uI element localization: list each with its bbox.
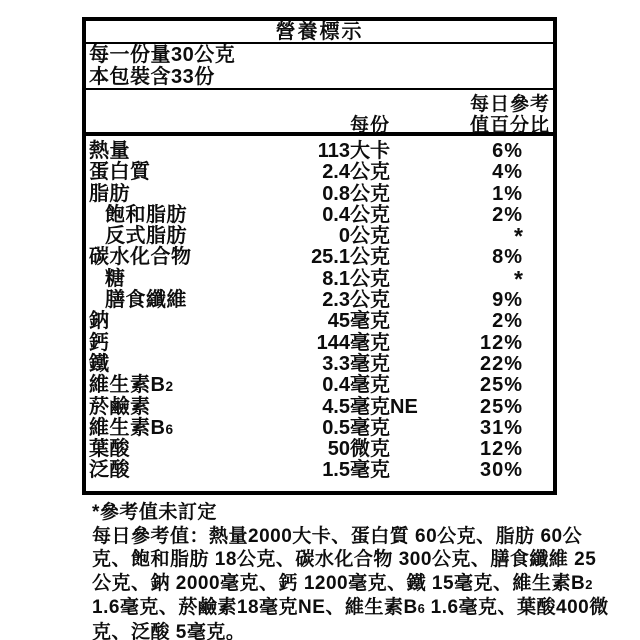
nutrient-name: 泛酸: [89, 459, 130, 482]
column-header-spacer: [86, 90, 270, 136]
subscript-digit: 6: [417, 601, 425, 616]
nutrient-amount: 25.1公克: [311, 246, 390, 269]
table-title: 營養標示: [86, 21, 553, 44]
nutrient-name: 熱量: [89, 140, 130, 162]
table-row: [86, 418, 553, 439]
nutrient-name: 反式脂肪: [105, 225, 187, 248]
daily-value-header-line2: 值百分比: [469, 115, 550, 136]
table-row: [86, 397, 553, 418]
daily-value-header-line1: 每日參考: [469, 94, 550, 115]
table-row: [86, 141, 553, 162]
serving-info-section: [86, 44, 553, 90]
table-row: [86, 375, 553, 396]
table-row: [86, 333, 553, 354]
subscript-digit: 6: [165, 421, 174, 437]
nutrition-facts-table: [82, 17, 557, 495]
subscript-digit: 2: [585, 576, 593, 592]
footnote-line: 克、泛酸 5毫克。: [92, 621, 246, 640]
nutrient-dv-percent: *: [514, 223, 523, 250]
nutrient-dv-percent: 31%: [479, 416, 523, 439]
nutrient-dv-percent: 25%: [479, 395, 523, 418]
nutrient-dv-percent: 12%: [479, 331, 523, 354]
nutrient-dv-percent: 25%: [479, 374, 523, 397]
daily-reference-values-note: [92, 525, 609, 640]
table-row: [86, 265, 553, 292]
nutrient-amount: 8.1公克: [322, 267, 390, 290]
nutrient-dv-percent: 30%: [479, 459, 523, 482]
nutrient-amount: 113大卡: [317, 140, 390, 162]
nutrient-name: 鈉: [89, 310, 110, 333]
nutrient-amount: 0.5毫克: [322, 416, 390, 439]
nutrient-amount: 2.3公克: [322, 289, 390, 312]
table-row: [86, 205, 553, 226]
servings-per-package-line: 本包裝含33份: [89, 65, 215, 88]
table-row: [86, 247, 553, 268]
nutrient-amount: 0公克: [338, 225, 390, 248]
nutrient-amount: 50微克: [327, 438, 390, 461]
nutrient-name: 鈣: [89, 331, 110, 354]
nutrient-name: 蛋白質: [89, 161, 151, 184]
footnote-line: 公克、鈉 2000毫克、鈣 1200毫克、鐵 15毫克、維生素B2: [92, 572, 593, 594]
nutrient-name: 維生素B6: [89, 416, 174, 439]
table-row: [86, 460, 553, 481]
nutrient-dv-percent: 2%: [492, 310, 523, 333]
nutrient-name: 碳水化合物: [89, 246, 192, 269]
nutrient-dv-percent: 2%: [492, 203, 523, 226]
table-row: [86, 311, 553, 332]
nutrient-dv-percent: *: [514, 265, 523, 292]
amount-unit-suffix: NE: [390, 395, 418, 418]
nutrient-amount: 0.4公克: [322, 203, 390, 226]
per-serving-column-header: 每份: [349, 115, 390, 136]
column-header-row: [86, 90, 553, 136]
nutrient-name: 鐵: [89, 352, 110, 375]
nutrient-name: 維生素B2: [89, 374, 174, 397]
asterisk-note: *參考值未訂定: [92, 502, 217, 523]
nutrient-amount: 0.4毫克: [322, 374, 390, 397]
nutrient-name: 菸鹼素: [89, 395, 151, 418]
nutrient-name: 葉酸: [89, 438, 130, 461]
nutrient-dv-percent: 9%: [492, 289, 523, 312]
nutrient-amount: 2.4公克: [322, 161, 390, 184]
subscript-digit: 2: [165, 379, 174, 395]
nutrient-dv-percent: 22%: [479, 352, 523, 375]
table-row: [86, 354, 553, 375]
nutrient-amount: 3.3毫克: [322, 352, 390, 375]
footnote-line: 1.6毫克、菸鹼素18毫克NE、維生素B6 1.6毫克、葉酸400微: [92, 597, 609, 618]
nutrient-name: 膳食纖維: [105, 289, 187, 312]
footnote-line: 克、飽和脂肪 18公克、碳水化合物 300公克、膳食纖維 25: [92, 549, 597, 570]
nutrient-amount: 45毫克: [327, 310, 390, 333]
serving-size-line: 每一份量30公克: [89, 44, 236, 66]
nutrient-amount: 0.8公克: [322, 182, 390, 205]
table-row: [86, 162, 553, 183]
nutrient-dv-percent: 1%: [492, 182, 523, 205]
daily-value-column-header: [390, 90, 553, 136]
footnote: [92, 501, 609, 640]
nutrient-amount: 1.5毫克: [322, 459, 390, 482]
nutrient-rows: [86, 136, 553, 482]
nutrient-amount: 144毫克: [316, 331, 390, 354]
nutrient-dv-percent: 4%: [492, 161, 523, 184]
footnote-line: 每日參考值：熱量2000大卡、蛋白質 60公克、脂肪 60公: [92, 525, 583, 547]
table-row: [86, 184, 553, 205]
nutrient-name: 脂肪: [89, 182, 130, 205]
nutrient-name: 糖: [105, 267, 126, 290]
table-row: [86, 439, 553, 460]
table-row: [86, 290, 553, 311]
nutrient-amount: 4.5毫克 NE: [322, 395, 418, 418]
nutrient-dv-percent: 12%: [479, 438, 523, 461]
table-row: [86, 223, 553, 250]
nutrient-dv-percent: 6%: [492, 140, 523, 162]
nutrient-dv-percent: 8%: [492, 246, 523, 269]
nutrient-name: 飽和脂肪: [105, 203, 187, 226]
